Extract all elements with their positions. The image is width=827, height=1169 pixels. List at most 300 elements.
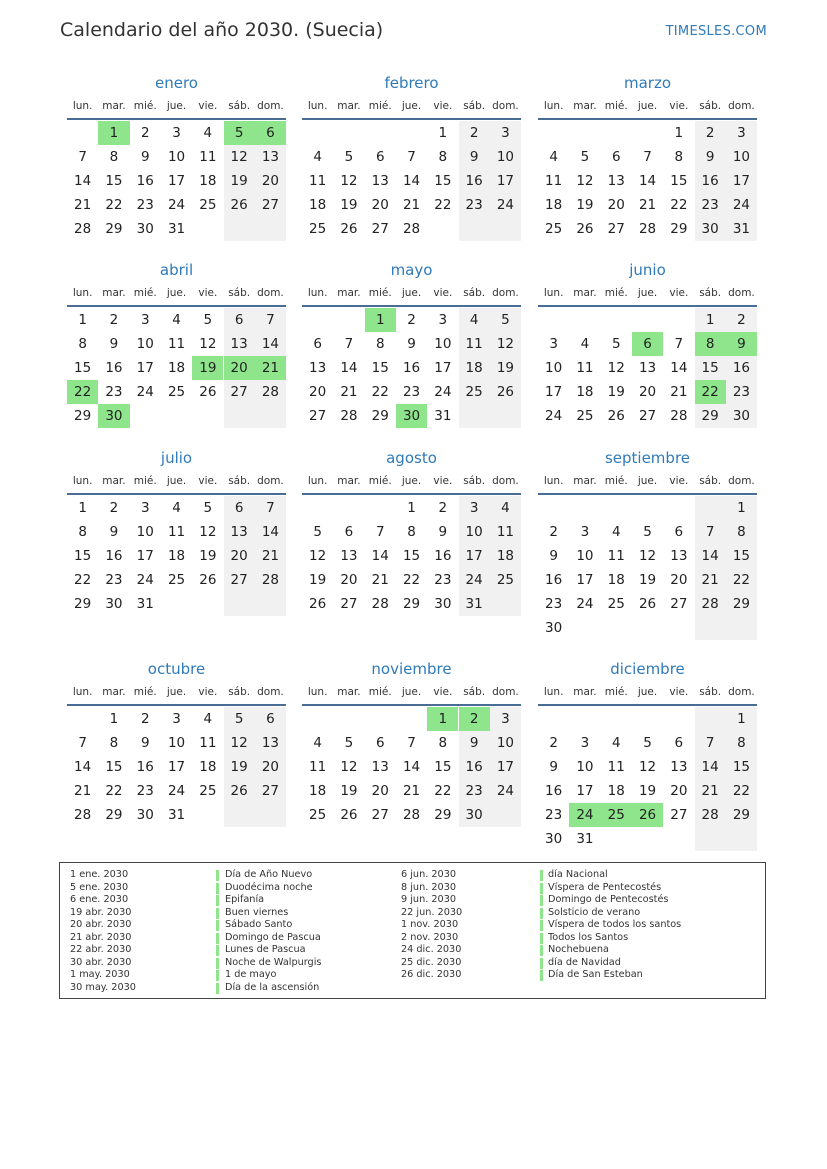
holiday-date: 19 abr. 2030: [70, 906, 132, 918]
month-name: mayo: [390, 261, 433, 279]
holiday-day-cell: 22: [67, 380, 98, 404]
day-cell: 13: [340, 548, 358, 564]
weekday-header: mié.: [368, 287, 392, 299]
holiday-date: 24 dic. 2030: [401, 944, 462, 955]
holiday-name: Duodécima noche: [225, 881, 313, 893]
day-cell: 14: [701, 759, 719, 775]
month-noviembre: [302, 660, 521, 827]
holiday-name: Domingo de Pascua: [225, 931, 321, 943]
day-cell: 23: [136, 783, 154, 799]
day-cell: 20: [309, 384, 327, 400]
weekday-header: sáb.: [463, 287, 486, 299]
weekday-header: dom.: [728, 100, 755, 112]
day-cell: 14: [340, 360, 358, 376]
day-cell: 24: [576, 596, 594, 612]
weekday-header: mar.: [102, 686, 126, 698]
day-cell: 26: [340, 807, 358, 823]
month-name: enero: [155, 74, 198, 92]
day-cell: 7: [705, 735, 715, 751]
weekday-header: mar.: [337, 100, 361, 112]
day-cell: 28: [371, 596, 389, 612]
day-cell: 17: [576, 572, 594, 588]
day-cell: 8: [674, 149, 684, 165]
month-name: febrero: [384, 74, 439, 92]
weekday-header: vie.: [198, 686, 218, 698]
day-cell: 11: [545, 173, 563, 189]
day-cell: 15: [732, 759, 751, 775]
day-cell: 23: [465, 783, 483, 799]
day-cell: 31: [465, 596, 483, 612]
day-cell: 6: [674, 735, 684, 751]
day-cell: 9: [469, 149, 479, 165]
day-cell: 16: [465, 759, 483, 775]
weekday-header: sáb.: [463, 100, 486, 112]
day-cell: 13: [309, 360, 327, 376]
day-cell: 12: [199, 524, 217, 540]
holiday-day-cell: 24: [569, 803, 600, 827]
day-cell: 2: [140, 125, 150, 141]
weekday-header: vie.: [433, 287, 453, 299]
weekday-header: dom.: [492, 100, 519, 112]
day-cell: 21: [74, 783, 92, 799]
weekday-header: mié.: [133, 100, 157, 112]
weekday-header: dom.: [492, 475, 519, 487]
day-cell: 3: [140, 500, 150, 516]
holiday-day-cell: 1: [427, 707, 458, 731]
weekday-header: sáb.: [699, 287, 722, 299]
day-cell: 16: [545, 783, 563, 799]
weekday-header: jue.: [637, 100, 658, 112]
day-cell: 9: [438, 524, 448, 540]
month-junio: [538, 261, 757, 428]
day-cell: 28: [701, 807, 719, 823]
day-cell: 28: [74, 221, 92, 237]
day-cell: 2: [549, 524, 558, 540]
day-cell: 18: [465, 360, 483, 376]
holiday-day-cell: 21: [255, 356, 286, 380]
day-cell: 10: [434, 336, 452, 352]
day-cell: 14: [402, 173, 421, 189]
day-cell: 1: [78, 500, 87, 516]
day-cell: 11: [607, 759, 625, 775]
day-cell: 22: [434, 197, 452, 213]
weekday-header: lun.: [72, 686, 93, 698]
day-cell: 23: [105, 572, 123, 588]
day-cell: 22: [732, 783, 751, 799]
day-cell: 5: [344, 735, 354, 751]
day-cell: 16: [402, 360, 421, 376]
day-cell: 28: [402, 807, 421, 823]
day-cell: 19: [576, 197, 594, 213]
day-cell: 24: [136, 384, 154, 400]
day-cell: 1: [109, 711, 119, 727]
day-cell: 12: [607, 360, 625, 376]
day-cell: 19: [607, 384, 625, 400]
day-cell: 17: [545, 384, 563, 400]
day-cell: 22: [402, 572, 421, 588]
day-cell: 4: [580, 336, 590, 352]
day-cell: 13: [261, 735, 280, 751]
holiday-date: 8 jun. 2030: [401, 881, 457, 893]
day-cell: 23: [105, 384, 123, 400]
day-cell: 9: [469, 735, 479, 751]
holiday-marker: [216, 883, 219, 894]
holiday-day-cell: 19: [192, 356, 223, 380]
weekday-header: lun.: [307, 686, 328, 698]
day-cell: 8: [375, 336, 385, 352]
day-cell: 27: [670, 807, 688, 823]
weekday-header: jue.: [401, 686, 422, 698]
weekday-header: jue.: [401, 287, 422, 299]
day-cell: 26: [199, 384, 217, 400]
holiday-day-cell: 20: [224, 356, 255, 380]
day-cell: 22: [74, 572, 92, 588]
month-name: octubre: [147, 660, 206, 678]
weekday-header: dom.: [728, 287, 755, 299]
header-divider: [538, 118, 757, 120]
day-cell: 20: [371, 197, 389, 213]
holiday-date: 1 may. 2030: [70, 969, 130, 980]
weekday-header: sáb.: [228, 686, 251, 698]
day-cell: 17: [465, 548, 483, 564]
day-cell: 26: [496, 384, 515, 400]
day-cell: 4: [611, 735, 621, 751]
day-cell: 10: [136, 524, 154, 540]
day-cell: 27: [371, 807, 389, 823]
month-enero: [67, 74, 286, 241]
day-cell: 28: [638, 221, 657, 237]
holiday-name: Sábado Santo: [225, 919, 293, 930]
day-cell: 13: [670, 759, 688, 775]
weekday-header: vie.: [669, 100, 689, 112]
day-cell: 24: [496, 197, 515, 213]
day-cell: 28: [261, 572, 280, 588]
day-cell: 20: [230, 548, 248, 564]
day-cell: 7: [705, 524, 715, 540]
day-cell: 15: [371, 360, 389, 376]
month-name: noviembre: [371, 660, 452, 678]
holiday-name: Todos los Santos: [548, 931, 629, 943]
day-cell: 5: [234, 711, 244, 727]
day-cell: 23: [545, 596, 563, 612]
holiday-marker: [540, 933, 543, 944]
day-cell: 19: [199, 548, 217, 564]
day-cell: 12: [496, 336, 515, 352]
day-cell: 19: [638, 572, 657, 588]
day-cell: 9: [549, 759, 558, 775]
holiday-day-cell: 22: [695, 380, 726, 404]
weekday-header: lun.: [72, 475, 93, 487]
day-cell: 27: [230, 572, 248, 588]
day-cell: 15: [105, 759, 123, 775]
day-cell: 25: [465, 384, 483, 400]
weekday-header: mié.: [604, 475, 628, 487]
day-cell: 2: [407, 312, 416, 328]
weekday-header: jue.: [637, 686, 658, 698]
day-cell: 29: [105, 221, 123, 237]
day-cell: 28: [261, 384, 280, 400]
day-cell: 3: [469, 500, 479, 516]
day-cell: 4: [203, 711, 213, 727]
holiday-marker: [216, 870, 219, 881]
holiday-marker: [216, 970, 219, 981]
day-cell: 29: [434, 807, 452, 823]
page-title: Calendario del año 2030. (Suecia): [60, 19, 384, 41]
day-cell: 27: [261, 197, 280, 213]
month-mayo: [302, 261, 521, 428]
day-cell: 4: [172, 500, 181, 516]
weekday-header: mié.: [604, 100, 628, 112]
weekday-header: mié.: [133, 686, 157, 698]
day-cell: 29: [402, 596, 421, 612]
day-cell: 4: [611, 524, 621, 540]
day-cell: 25: [607, 596, 625, 612]
day-cell: 25: [496, 572, 515, 588]
weekday-header: vie.: [198, 100, 218, 112]
holiday-name: día Nacional: [548, 869, 608, 880]
day-cell: 12: [309, 548, 327, 564]
day-cell: 6: [344, 524, 354, 540]
day-cell: 20: [670, 572, 688, 588]
month-octubre: [67, 660, 286, 827]
holiday-name: Solsticio de verano: [548, 906, 641, 918]
day-cell: 14: [402, 759, 421, 775]
day-cell: 30: [701, 221, 719, 237]
day-cell: 22: [670, 197, 688, 213]
holiday-marker: [540, 870, 543, 881]
header-divider: [538, 704, 757, 706]
day-cell: 10: [167, 735, 186, 751]
day-cell: 21: [701, 572, 719, 588]
weekday-header: mar.: [102, 100, 126, 112]
weekday-header: mié.: [604, 686, 628, 698]
day-cell: 24: [465, 572, 483, 588]
day-cell: 21: [701, 783, 719, 799]
holiday-name: 1 de mayo: [225, 969, 277, 980]
day-cell: 1: [705, 312, 715, 328]
day-cell: 31: [434, 408, 452, 424]
day-cell: 17: [136, 360, 154, 376]
holiday-date: 26 dic. 2030: [401, 969, 462, 980]
day-cell: 21: [402, 197, 421, 213]
day-cell: 2: [469, 125, 479, 141]
day-cell: 1: [737, 500, 746, 516]
day-cell: 25: [199, 197, 217, 213]
holiday-name: Víspera de todos los santos: [548, 919, 682, 930]
holiday-marker: [216, 945, 219, 956]
day-cell: 30: [136, 221, 154, 237]
day-cell: 26: [230, 197, 248, 213]
day-cell: 27: [230, 384, 248, 400]
day-cell: 28: [340, 408, 358, 424]
day-cell: 9: [140, 735, 150, 751]
day-cell: 14: [261, 336, 280, 352]
weekday-header: lun.: [307, 100, 328, 112]
day-cell: 5: [643, 524, 652, 540]
day-cell: 28: [701, 596, 719, 612]
day-cell: 24: [496, 783, 515, 799]
day-cell: 30: [105, 596, 123, 612]
day-cell: 4: [549, 149, 558, 165]
day-cell: 21: [670, 384, 688, 400]
day-cell: 4: [313, 149, 322, 165]
day-cell: 21: [74, 197, 92, 213]
day-cell: 26: [638, 596, 657, 612]
site-logo-link[interactable]: TIMESLES.COM: [665, 24, 767, 39]
holiday-marker: [216, 908, 219, 919]
day-cell: 7: [407, 149, 416, 165]
day-cell: 8: [737, 524, 746, 540]
holiday-day-cell: 8: [695, 332, 726, 356]
weekday-header: dom.: [728, 475, 755, 487]
day-cell: 9: [109, 524, 119, 540]
day-cell: 27: [371, 221, 389, 237]
day-cell: 2: [438, 500, 448, 516]
day-cell: 8: [78, 524, 87, 540]
day-cell: 3: [172, 125, 181, 141]
day-cell: 18: [167, 360, 186, 376]
weekday-header: lun.: [307, 475, 328, 487]
holiday-date: 20 abr. 2030: [70, 919, 132, 930]
holiday-date: 6 jun. 2030: [401, 869, 457, 880]
day-cell: 6: [234, 312, 244, 328]
day-cell: 20: [670, 783, 688, 799]
weekday-header: lun.: [543, 686, 564, 698]
day-cell: 3: [549, 336, 558, 352]
day-cell: 13: [371, 173, 389, 189]
day-cell: 7: [266, 500, 275, 516]
holiday-name: Víspera de Pentecostés: [548, 881, 662, 893]
weekday-header: jue.: [166, 287, 187, 299]
day-cell: 11: [309, 759, 327, 775]
header-divider: [302, 118, 521, 120]
month-name: diciembre: [610, 660, 685, 678]
holiday-name: Epifanía: [225, 894, 265, 905]
holiday-legend: [59, 862, 766, 999]
day-cell: 31: [136, 596, 154, 612]
day-cell: 30: [545, 831, 563, 847]
holiday-name: Nochebuena: [548, 944, 609, 955]
holiday-name: día de Navidad: [548, 956, 621, 968]
day-cell: 11: [465, 336, 483, 352]
weekday-header: dom.: [492, 287, 519, 299]
day-cell: 22: [105, 197, 123, 213]
holiday-marker: [216, 920, 219, 931]
day-cell: 8: [78, 336, 87, 352]
day-cell: 24: [136, 572, 154, 588]
day-cell: 7: [344, 336, 354, 352]
holiday-day-cell: 9: [726, 332, 757, 356]
holiday-marker: [216, 983, 219, 994]
holiday-marker: [216, 895, 219, 906]
day-cell: 23: [434, 572, 452, 588]
holiday-date: 5 ene. 2030: [70, 881, 129, 893]
weekday-header: mar.: [337, 287, 361, 299]
weekday-header: mar.: [337, 475, 361, 487]
day-cell: 6: [674, 524, 684, 540]
holiday-marker: [216, 933, 219, 944]
day-cell: 3: [172, 711, 181, 727]
holiday-marker: [216, 958, 219, 969]
day-cell: 15: [74, 548, 92, 564]
weekday-header: vie.: [433, 100, 453, 112]
day-cell: 15: [732, 548, 751, 564]
day-cell: 21: [340, 384, 358, 400]
day-cell: 29: [732, 807, 751, 823]
month-name: septiembre: [604, 449, 691, 467]
day-cell: 20: [340, 572, 358, 588]
month-julio: [67, 449, 286, 616]
day-cell: 6: [313, 336, 322, 352]
weekday-header: sáb.: [228, 475, 251, 487]
day-cell: 27: [340, 596, 358, 612]
day-cell: 15: [434, 759, 452, 775]
holiday-marker: [540, 945, 543, 956]
day-cell: 27: [261, 783, 280, 799]
day-cell: 26: [309, 596, 327, 612]
day-cell: 12: [576, 173, 594, 189]
day-cell: 7: [375, 524, 385, 540]
day-cell: 12: [340, 173, 358, 189]
day-cell: 5: [313, 524, 322, 540]
weekday-header: sáb.: [228, 287, 251, 299]
day-cell: 18: [199, 173, 217, 189]
day-cell: 8: [438, 735, 448, 751]
day-cell: 11: [576, 360, 594, 376]
holiday-name: Lunes de Pascua: [225, 944, 306, 955]
month-septiembre: [538, 449, 757, 640]
day-cell: 24: [434, 384, 452, 400]
day-cell: 29: [74, 408, 92, 424]
day-cell: 17: [167, 759, 186, 775]
day-cell: 17: [496, 173, 515, 189]
day-cell: 18: [545, 197, 563, 213]
holiday-day-cell: 25: [601, 803, 632, 827]
day-cell: 19: [638, 783, 657, 799]
day-cell: 18: [199, 759, 217, 775]
day-cell: 3: [501, 125, 510, 141]
day-cell: 21: [261, 548, 280, 564]
day-cell: 3: [140, 312, 150, 328]
day-cell: 6: [375, 149, 385, 165]
day-cell: 20: [638, 384, 657, 400]
month-abril: [67, 261, 286, 428]
holiday-name: Noche de Walpurgis: [225, 956, 322, 968]
day-cell: 11: [496, 524, 515, 540]
day-cell: 13: [230, 336, 248, 352]
weekday-header: sáb.: [699, 475, 722, 487]
weekday-header: vie.: [669, 475, 689, 487]
weekday-header: mié.: [368, 475, 392, 487]
day-cell: 25: [199, 783, 217, 799]
day-cell: 23: [402, 384, 421, 400]
day-cell: 11: [199, 149, 217, 165]
header-divider: [67, 305, 286, 307]
day-cell: 22: [105, 783, 123, 799]
day-cell: 16: [465, 173, 483, 189]
holiday-date: 30 abr. 2030: [70, 956, 132, 968]
holiday-date: 22 jun. 2030: [401, 906, 463, 918]
weekday-header: jue.: [401, 475, 422, 487]
day-cell: 5: [501, 312, 510, 328]
day-cell: 16: [136, 173, 154, 189]
holiday-date: 1 nov. 2030: [401, 919, 459, 930]
day-cell: 24: [167, 783, 186, 799]
day-cell: 10: [576, 759, 594, 775]
day-cell: 30: [136, 807, 154, 823]
weekday-header: mié.: [604, 287, 628, 299]
day-cell: 31: [167, 807, 186, 823]
